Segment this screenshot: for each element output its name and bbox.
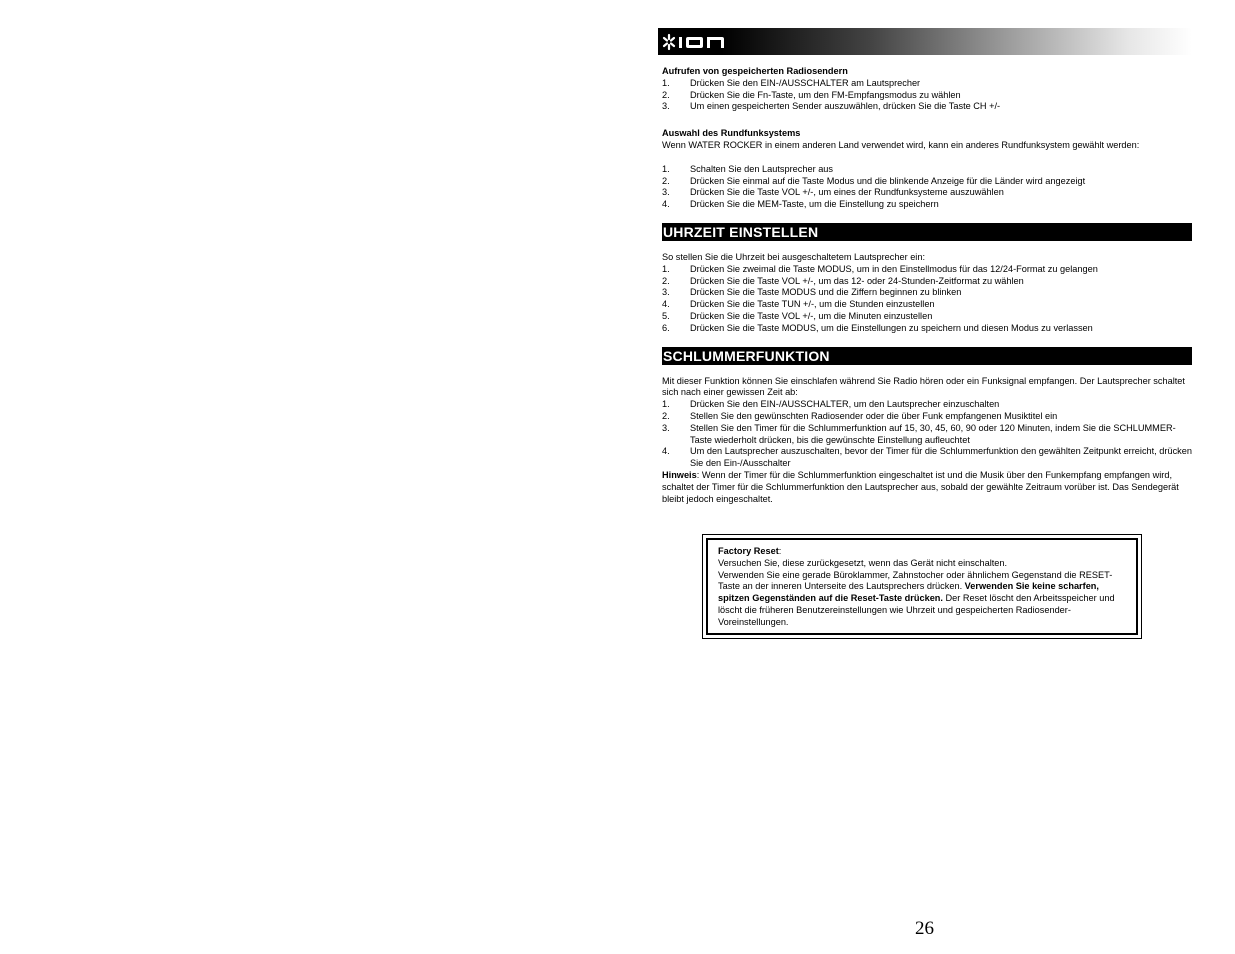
main-content: [662, 66, 1192, 505]
section-title-sleep: SCHLUMMERFUNKTION: [662, 347, 1192, 365]
broadcast-system-intro: Wenn WATER ROCKER in einem anderen Land verwendet wird, kann ein anderes Rundfunksystem gewählt werden:: [662, 139, 1140, 150]
page-number: 26: [915, 918, 934, 939]
factory-reset-line2: Verwenden Sie eine gerade Büroklammer, Zahnstocher oder ähnlichem Gegenstand die RESET-Taste an der inneren Unterseite des Lautsprechers drücken. Verwenden Sie keine scharfen, spitzen Gegenständen auf die Reset-Taste drücken. Der Reset löscht den Arbeitsspeicher und löscht die früheren Benutzereinstellungen wie Uhrzeit und gespeicherten Radiosender-Voreinstellungen.: [718, 569, 1115, 627]
factory-reset-heading: Factory Reset:: [718, 546, 782, 556]
list-item: 3. Um einen gespeicherten Sender auszuwählen, drücken Sie die Taste CH +/-: [662, 101, 1001, 112]
list-item: 5. Drücken Sie die Taste VOL +/-, um die Minuten einzustellen: [662, 310, 933, 321]
section-title-clock: UHRZEIT EINSTELLEN: [662, 223, 1192, 241]
factory-reset-line1: Versuchen Sie, diese zurückgesetzt, wenn das Gerät nicht einschalten.: [718, 557, 1008, 568]
list-item: 4. Drücken Sie die MEM-Taste, um die Einstellung zu speichern: [662, 199, 939, 210]
ion-logo-icon: [662, 33, 732, 51]
stored-stations-steps: [662, 78, 1192, 113]
clock-steps: [662, 264, 1192, 335]
subheading-broadcast-system: Auswahl des Rundfunksystems: [662, 128, 801, 139]
header-logo-bar: [658, 28, 1192, 55]
clock-intro: So stellen Sie die Uhrzeit bei ausgeschaltetem Lautsprecher ein:: [662, 251, 926, 262]
note-text: : Wenn der Timer für die Schlummerfunktion eingeschaltet ist und die Musik über den Funkempfang empfangen wird, schaltet der Timer für die Schlummerfunktion den Lautsprecher aus, sobald der gewählte Zeitraum vorüber ist. Das Sendegerät bleibt jedoch eingeschaltet.: [662, 469, 1179, 504]
list-item: 6. Drücken Sie die Taste MODUS, um die Einstellungen zu speichern und diesen Modus zu verlassen: [662, 322, 1093, 333]
subheading-stored-stations: Aufrufen von gespeicherten Radiosendern: [662, 66, 848, 76]
sleep-steps: [662, 399, 1192, 470]
list-item: 2. Drücken Sie die Fn-Taste, um den FM-Empfangsmodus zu wählen: [662, 89, 961, 100]
list-item: 2. Stellen Sie den gewünschten Radiosender oder die über Funk empfangenen Musiktitel ein: [662, 410, 1058, 421]
sleep-intro: Mit dieser Funktion können Sie einschlafen während Sie Radio hören oder ein Funksignal empfangen. Der Lautsprecher schaltet sich nach einer gewissen Zeit ab:: [662, 375, 1185, 398]
list-item: 3. Drücken Sie die Taste VOL +/-, um eines der Rundfunksysteme auszuwählen: [662, 187, 1004, 198]
list-item: 4. Um den Lautsprecher auszuschalten, bevor der Timer für die Schlummerfunktion den gewählten Zeitpunkt erreicht, drücken Sie den Ein-/Ausschalter: [662, 446, 1192, 469]
broadcast-system-steps: [662, 164, 1192, 211]
list-item: 4. Drücken Sie die Taste TUN +/-, um die Stunden einzustellen: [662, 299, 935, 310]
list-item: 3. Stellen Sie den Timer für die Schlummerfunktion auf 15, 30, 45, 60, 90 oder 120 Minuten, indem Sie die SCHLUMMER-Taste wiederholt drücken, bis die gewünschte Einstellung aufleuchtet: [662, 422, 1176, 445]
factory-reset-inner: [706, 538, 1138, 635]
list-item: 3. Drücken Sie die Taste MODUS und die Ziffern beginnen zu blinken: [662, 287, 962, 298]
list-item: 1. Schalten Sie den Lautsprecher aus: [662, 163, 834, 174]
list-item: 1. Drücken Sie den EIN-/AUSSCHALTER, um den Lautsprecher einzuschalten: [662, 399, 1000, 410]
sleep-note: [662, 470, 1192, 505]
note-label: Hinweis: [662, 469, 697, 480]
list-item: 2. Drücken Sie die Taste VOL +/-, um das 12- oder 24-Stunden-Zeitformat zu wählen: [662, 275, 1024, 286]
list-item: 1. Drücken Sie zweimal die Taste MODUS, um in den Einstellmodus für das 12/24-Format zu gelangen: [662, 263, 1098, 274]
list-item: 2. Drücken Sie einmal auf die Taste Modus und die blinkende Anzeige für die Länder wird angezeigt: [662, 175, 1086, 186]
factory-reset-box: [702, 534, 1142, 639]
list-item: 1. Drücken Sie den EIN-/AUSSCHALTER am Lautsprecher: [662, 77, 921, 88]
